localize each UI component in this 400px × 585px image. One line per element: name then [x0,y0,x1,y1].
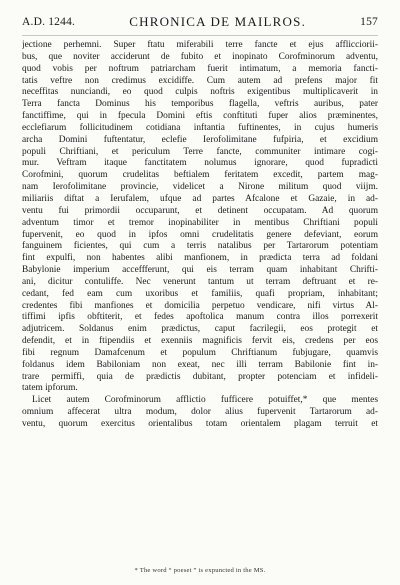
text-line: fanguinem ficientes, qui cum a terris natalibus per Tartarorum potentiam [22,241,378,252]
text-line: fanctiffime, qui in fpecula Domini eftis conftituti fuper alios præminentes, [22,111,378,122]
text-line: jectione perhemni. Super ftatu miferabili terre fancte et ejus afflicciorii- [22,40,378,50]
text-line: tatis veftre non credimus excidiffe. Cum autem ad prefens major fit [22,75,378,86]
text-line: bus, que noviter acciderunt de fubito et inopinato Corofminorum adventu, [22,51,378,62]
text-line: ventu, quorum exercitus orientalibus totam orientalem plagam terruit et [22,419,378,429]
text-line: fupervenit, eo quod in ipfos omni crudelitatis genere defeviant, eorum [22,229,378,240]
text-line: trare permiffi, quia de prædictis dubitant, propter potenciam et infideli- [22,371,378,382]
text-line: ecclefiarum follicitudinem cotidiana inftantia fuftinentes, in cujus humeris [22,122,378,133]
text-line: Terra fancta Dominus his temporibus flagella, veftris auribus, pater [22,99,378,110]
header-title: CHRONICA DE MAILROS. [129,14,307,29]
text-line: foldanus idem Babiloniam non exeat, nec illi terram Babilonie fint in- [22,359,378,370]
text-line: fibi regnum Damafcenum et populum Chriftianum fubjugare, quamvis [22,347,378,358]
text-line: defendit, et in ftipendiis et exenniis magnificis fervit eis, credens per eos [22,336,378,347]
body-text [22,40,378,431]
text-line: archa Domini fuftentatur, eclefie Ierofolimitane fufpiria, et excidium [22,134,378,145]
text-line: Licet autem Corofminorum afflictio fufficere potuiffet,* que mentes [32,395,378,406]
text-line: ani, dicitur contuliffe. Nec venerunt tantum ut terram deftruant et re- [22,276,378,287]
text-line: omnium affecerat ultra modum, dolor alius fupervenit Tartarorum ad- [22,407,378,418]
text-line: Babylonie imperium acceffferunt, qui eis terram quam inhabitant Chrifti- [22,265,378,276]
running-header [22,12,378,32]
text-line: miliariis diftat a Ierufalem, ufque ad partes Afcalone et Gazaie, in ad- [22,193,378,204]
text-line: adjutricem. Soldanus enim prædictus, caput facrilegii, eos protegit et [22,324,378,335]
text-line: fint expulfi, non habentes alibi manfionem, in prædicta terra ad foldani [22,253,378,264]
text-line: adventum timor et tremor inopinabiliter in mentibus Chriftiani populi [22,217,378,228]
text-line: neceffitas nunciandi, eo quod culpis noftris exigentibus multiplicaverit in [22,87,378,98]
header-year: A.D. 1244. [22,16,76,28]
text-line: credentes fibi manfiones et domicilia perpetuo vendicare, nifi virtus Al- [22,300,378,311]
text-line: Corofmini, quorum crudelitas beftialem feritatem excedit, partem mag- [22,170,378,181]
text-line: tatem ipforum. [22,383,78,394]
page-number: 157 [360,16,378,28]
header-divider [22,35,378,36]
text-line: nam Ierofolimitane provincie, videlicet a Nirone militum quod viijm. [22,182,378,193]
text-line: mur. Veftram itaque fanctitatem nolumus ignorare, quod fupradicti [22,158,378,169]
text-line: populi Chriftiani, et periculum Terre fancte, communiter intimare cogi- [22,146,378,157]
text-line: ventu fui primordii occuparunt, et detinent occupatam. Ad quorum [22,205,378,216]
text-line: tiffimi ipfis obftiterit, et fedes apoftolica manum contra illos porrexerit [22,312,378,323]
footnote: * The word “ poeset ” is expuncted in the MS. [134,567,266,574]
text-line: quod vobis per noftrum patriarcham fuerit intimatum, a memoria fancti- [22,63,378,74]
text-line: cedant, fed eam cum uxoribus et familiis, quafi propriam, inhabitant; [22,288,378,299]
